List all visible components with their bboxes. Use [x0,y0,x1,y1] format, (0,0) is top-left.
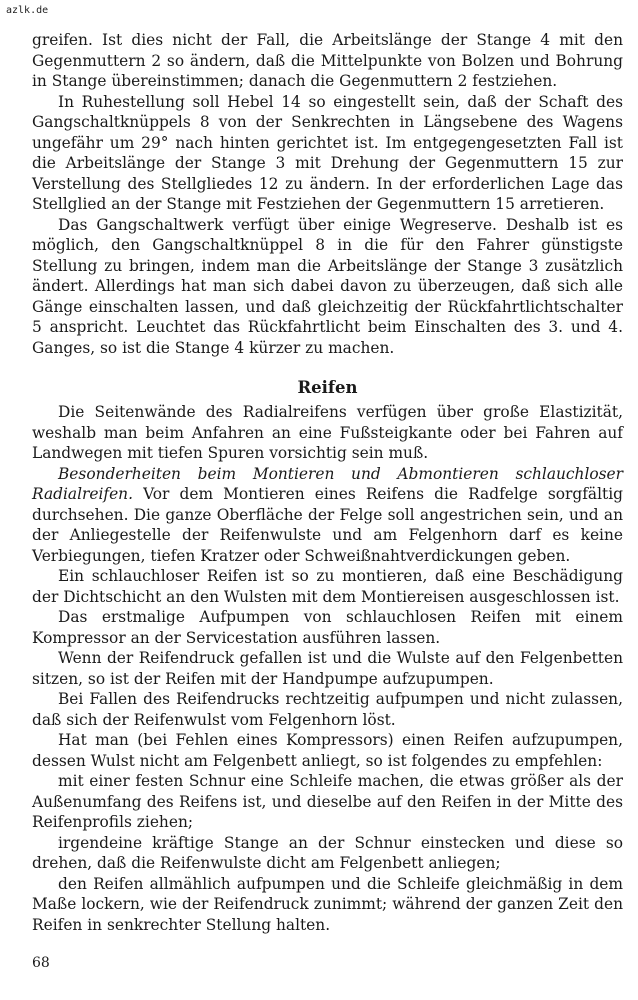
paragraph: Das erstmalige Aufpumpen von schlauchlosen Reifen mit einem Kompressor an der Servicestation ausführen lassen. [32,608,623,647]
italic-lead: Besonderheiten beim Montieren und Abmontieren schlauchloser Radialreifen. [32,464,623,503]
paragraph-italic-lead [32,464,623,567]
page-number: 68 [32,955,50,971]
paragraph: Bei Fallen des Reifendrucks rechtzeitig aufpumpen und nicht zulassen, daß sich der Reifenwulst vom Felgenhorn löst. [32,690,623,729]
list-item: mit einer festen Schnur eine Schleife machen, die etwas größer als der Außenumfang des Reifens ist, und dieselbe auf den Reifen in der Mitte des Reifenprofils ziehen; [32,772,623,831]
list-item: irgendeine kräftige Stange an der Schnur einstecken und diese so drehen, daß die Reifenwulste dicht am Felgenbett anliegen; [32,833,623,872]
paragraph: greifen. Ist dies nicht der Fall, die Arbeitslänge der Stange 4 mit den Gegenmuttern 2 so ändern, daß die Mittelpunkte von Bolzen und Bohrung in Stange übereinstimmen; danach die Gegenmuttern 2 festziehen. [32,31,623,90]
paragraph: Die Seitenwände des Radialreifens verfügen über große Elastizität, weshalb man beim Anfahren an eine Fußsteigkante oder bei Fahren auf Landwegen mit tiefen Spuren vorsichtig sein muß. [32,403,623,462]
watermark: azlk.de [6,5,49,16]
paragraph: In Ruhestellung soll Hebel 14 so eingestellt sein, daß der Schaft des Gangschaltknüppels 8 von der Senkrechten in Längsebene des Wagens ungefähr um 29° nach hinten gerichtet ist. Im entgegengesetzten Fall ist die Arbeitslänge der Stange 3 mit Drehung der Gegenmuttern 15 zur Verstellung des Stellgliedes 12 zu ändern. In der erforderlichen Lage das Stellglied an der Stange mit Festziehen der Gegenmuttern 15 arretieren. [32,92,623,213]
paragraph-text: Vor dem Montieren eines Reifens die Radfelge sorgfältig durchsehen. Die ganze Oberfläche der Felge soll angestrichen sein, und an der Anliegestelle der Reifenwulste und am Felgenhorn darf es keine Verbiegungen, tiefen Kratzer oder Schweißnahtverdickungen geben. [32,485,623,565]
paragraph: Wenn der Reifendruck gefallen ist und die Wulste auf den Felgenbetten sitzen, so ist der Reifen mit der Handpumpe aufzupumpen. [32,649,623,688]
list-item: den Reifen allmählich aufpumpen und die Schleife gleichmäßig in dem Maße lockern, wie der Reifendruck zunimmt; während der ganzen Zeit den Reifen in senkrechter Stellung halten. [32,874,623,934]
page-body [32,30,623,935]
paragraph: Ein schlauchloser Reifen ist so zu montieren, daß eine Beschädigung der Dichtschicht an den Wulsten mit dem Montiereisen ausgeschlossen ist. [32,567,623,606]
section-heading: Reifen [297,378,358,397]
paragraph: Das Gangschaltwerk verfügt über einige Wegreserve. Deshalb ist es möglich, den Gangschaltknüppel 8 in die für den Fahrer günstigste Stellung zu bringen, indem man die Arbeitslänge der Stange 3 zusätzlich ändert. Allerdings hat man sich dabei davon zu überzeugen, daß sich alle Gänge einschalten lassen, und daß gleichzeitig der Rückfahrtlichtschalter 5 anspricht. Leuchtet das Rückfahrtlicht beim Einschalten des 3. und 4. Ganges, so ist die Stange 4 kürzer zu machen. [32,215,623,357]
paragraph: Hat man (bei Fehlen eines Kompressors) einen Reifen aufzupumpen, dessen Wulst nicht am Felgenbett anliegt, so ist folgendes zu empfehlen: [32,731,623,770]
